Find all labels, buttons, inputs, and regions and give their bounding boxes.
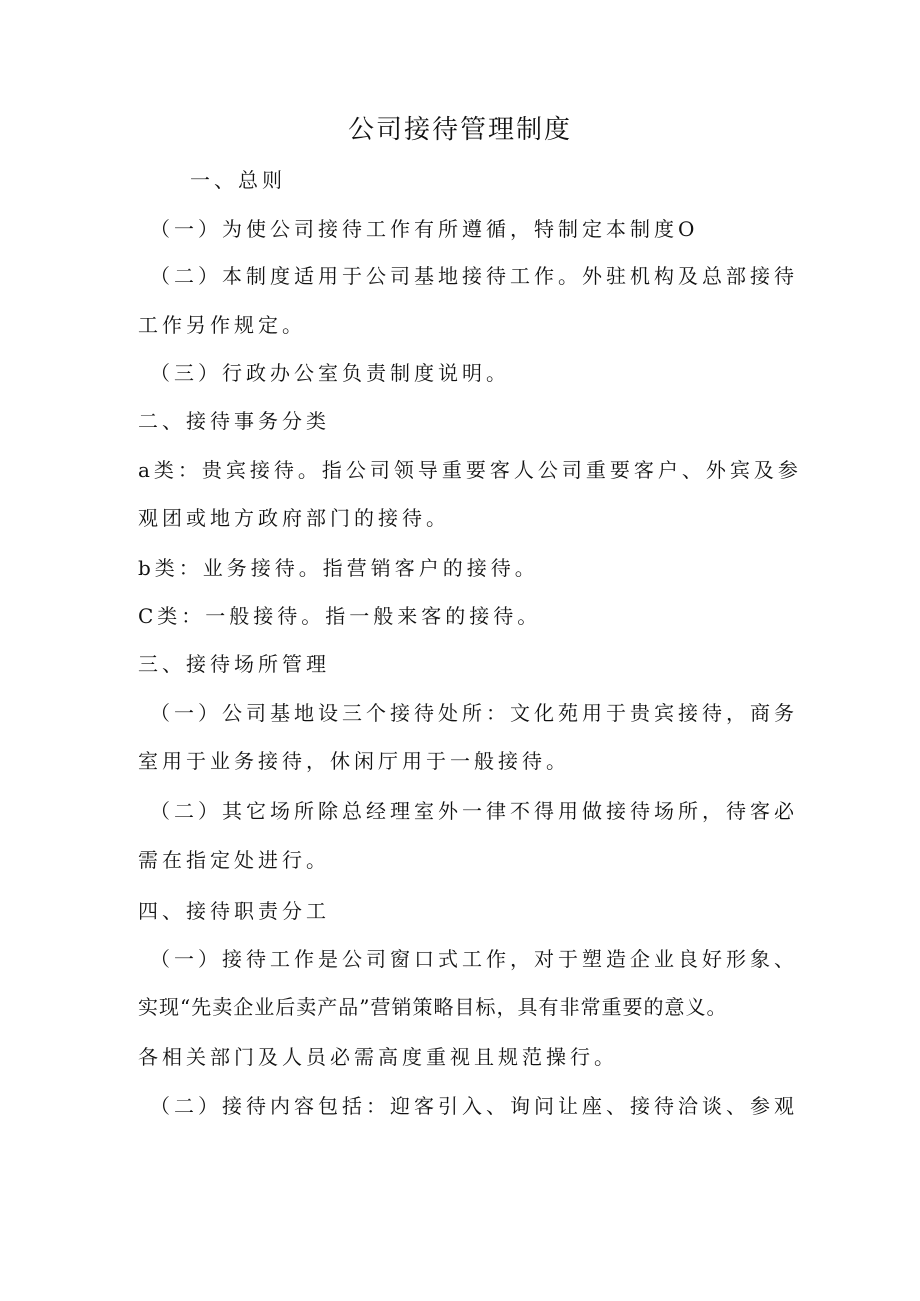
paragraph-line: a类：贵宾接待。指公司领导重要客人公司重要客户、外宾及参 (138, 458, 802, 482)
paragraph-line: 工作另作规定。 (138, 313, 306, 337)
paragraph-line: 各相关部门及人员必需高度重视且规范操行。 (138, 1045, 618, 1069)
paragraph-line: 需在指定处进行。 (138, 848, 330, 872)
paragraph-line: 观团或地方政府部门的接待。 (138, 506, 450, 530)
paragraph-line: C类：一般接待。指一般来客的接待。 (138, 604, 542, 628)
section-heading-classification: 二、接待事务分类 (138, 409, 330, 433)
paragraph-line: 室用于业务接待，休闲厅用于一般接待。 (138, 749, 570, 773)
paragraph-line: 实现“先卖企业后卖产品”营销策略目标，具有非常重要的意义。 (138, 995, 728, 1019)
document-title: 公司接待管理制度 (347, 115, 572, 145)
paragraph-line: （二）本制度适用于公司基地接待工作。外驻机构及总部接待 (150, 264, 798, 288)
paragraph-line: （一）为使公司接待工作有所遵循，特制定本制度O (150, 217, 699, 241)
section-heading-general: 一、总则 (190, 168, 286, 192)
section-heading-venues: 三、接待场所管理 (138, 652, 330, 676)
paragraph-line: （一）接待工作是公司窗口式工作，对于塑造企业良好形象、 (150, 947, 798, 971)
section-heading-responsibilities: 四、接待职责分工 (138, 899, 330, 923)
paragraph-line: （一）公司基地设三个接待处所：文化苑用于贵宾接待，商务 (150, 701, 798, 725)
paragraph-line: （二）其它场所除总经理室外一律不得用做接待场所，待客必 (150, 799, 798, 823)
paragraph-line: b类：业务接待。指营销客户的接待。 (138, 556, 539, 580)
paragraph-line: （三）行政办公室负责制度说明。 (150, 361, 510, 385)
paragraph-line: （二）接待内容包括：迎客引入、询问让座、接待洽谈、参观 (150, 1094, 798, 1118)
